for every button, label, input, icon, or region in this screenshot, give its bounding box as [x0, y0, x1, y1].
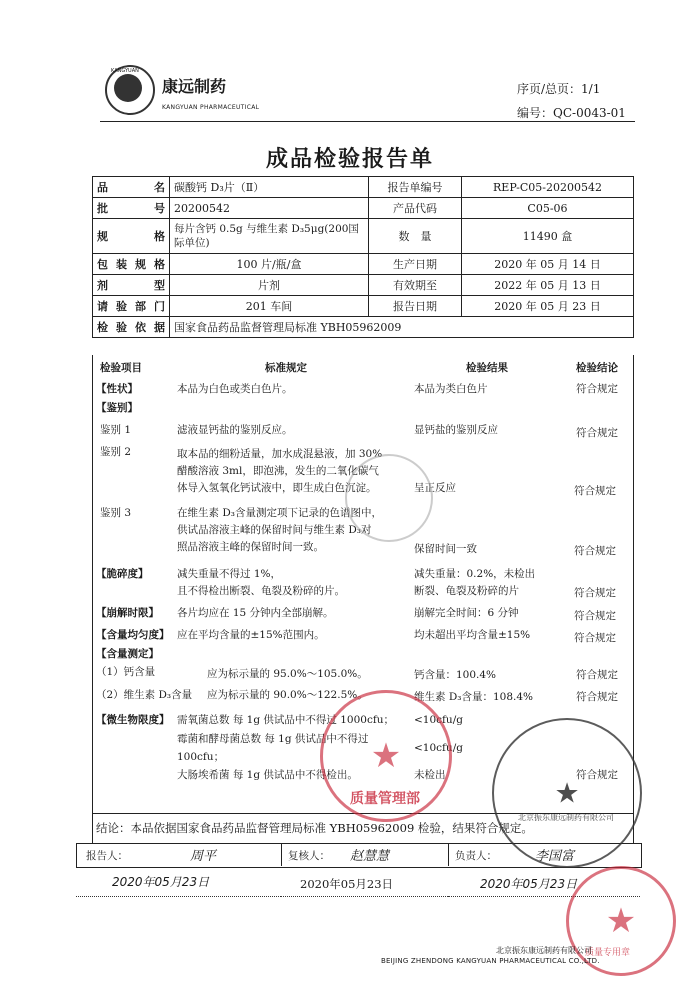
item-conclusion: 符合规定	[576, 383, 618, 395]
item-conclusion: 符合规定	[574, 587, 616, 599]
reporter-label: 报告人：	[86, 850, 128, 862]
item-standard: 体导入氢氧化钙试液中，即生成白色沉淀。	[177, 482, 377, 494]
field-label: 检验依据	[93, 317, 170, 338]
star-icon: ★	[554, 776, 580, 810]
item-standard: 滤液显钙盐的鉴别反应。	[177, 424, 293, 436]
field-label: 产品代码	[369, 198, 462, 219]
footer-company-en: BEIJING ZHENDONG KANGYUAN PHARMACEUTICAL CO.,LTD.	[381, 957, 600, 965]
item-name: 【脆碎度】	[96, 568, 149, 580]
item-conclusion: 符合规定	[576, 769, 618, 781]
company-seal-text: 北京振东康远制药有限公司	[518, 813, 614, 822]
reviewer-date: 2020年05月23日	[300, 877, 394, 891]
item-result: 保留时间一致	[414, 543, 477, 555]
item-result: 减失重量：0.2%，未检出	[414, 568, 536, 580]
company-name: 康远制药	[162, 77, 227, 96]
item-conclusion: 符合规定	[574, 632, 616, 644]
reporter-date: 2020年05月23日	[112, 875, 210, 889]
item-result: 显钙盐的鉴别反应	[414, 424, 498, 436]
item-result: 未检出	[414, 769, 446, 781]
reviewer-label: 复核人：	[288, 850, 330, 862]
field-label: 品 名	[93, 177, 170, 198]
logo-emblem-icon	[114, 74, 142, 102]
item-name: 鉴别 3	[100, 507, 132, 519]
field-label: 规 格	[93, 219, 170, 254]
info-table	[92, 176, 634, 338]
faint-stamp	[345, 454, 433, 542]
header-divider	[100, 121, 635, 122]
column-header-conclusion: 检验结论	[576, 362, 618, 374]
item-name: 【微生物限度】	[96, 714, 170, 726]
quality-seal-text: 质量专用章	[585, 948, 631, 958]
quality-stamp-text: 质量管理部	[350, 791, 420, 807]
item-standard: 100cfu；	[177, 751, 225, 763]
conclusion-text: 结论：本品依据国家食品药品监督管理局标准 YBH05962009 检验，结果符合规定。	[96, 821, 533, 835]
field-value: 201 车间	[170, 296, 369, 317]
item-result: 本品为类白色片	[414, 383, 488, 395]
item-result: 崩解完全时间：6 分钟	[414, 607, 519, 619]
item-standard: 应为标示量的 90.0%～122.5%。	[207, 689, 368, 701]
item-conclusion: 符合规定	[574, 545, 616, 557]
field-label: 报告日期	[369, 296, 462, 317]
table-row	[93, 177, 634, 198]
reviewer-signature: 赵慧慧	[350, 849, 390, 864]
table-row	[93, 219, 634, 254]
table-row	[93, 317, 634, 338]
column-header-result: 检验结果	[466, 362, 508, 374]
item-name: 鉴别 2	[100, 446, 132, 458]
company-name-en: KANGYUAN PHARMACEUTICAL	[162, 104, 260, 111]
item-name: （1）钙含量	[96, 666, 156, 678]
field-value: 国家食品药品监督管理局标准 YBH05962009	[170, 317, 634, 338]
item-conclusion: 符合规定	[576, 691, 618, 703]
table-row	[93, 275, 634, 296]
field-label: 批 号	[93, 198, 170, 219]
footer-company-cn: 北京振东康远制药有限公司	[496, 946, 592, 955]
owner-signature: 李国富	[535, 849, 575, 864]
table-row	[93, 254, 634, 275]
item-name: 【鉴别】	[96, 402, 138, 414]
field-value: REP-C05-20200542	[462, 177, 634, 198]
item-name: 鉴别 1	[100, 424, 132, 436]
page-number: 序页/总页：1/1	[517, 82, 601, 96]
field-label: 包装规格	[93, 254, 170, 275]
item-name: 【含量测定】	[96, 648, 159, 660]
logo-text: KANGYUAN	[111, 68, 139, 74]
owner-label: 负责人：	[455, 850, 497, 862]
star-icon: ★	[605, 901, 637, 941]
item-standard: 且不得检出断裂、龟裂及粉碎的片。	[177, 585, 345, 597]
item-name: 【性状】	[96, 383, 138, 395]
field-value: 100 片/瓶/盒	[170, 254, 369, 275]
field-label: 数 量	[369, 219, 462, 254]
item-conclusion: 符合规定	[576, 669, 618, 681]
item-result: <10cfu/g	[414, 714, 463, 726]
field-value: 碳酸钙 D₃片（Ⅱ）	[170, 177, 369, 198]
owner-date: 2020年05月23日	[480, 877, 578, 891]
document-number: 编号：QC-0043-01	[517, 106, 626, 120]
field-value: 2022 年 05 月 13 日	[462, 275, 634, 296]
item-standard: 照品溶液主峰的保留时间一致。	[177, 541, 324, 553]
item-standard: 应在平均含量的±15%范围内。	[177, 629, 325, 641]
field-label: 报告单编号	[369, 177, 462, 198]
field-value: 20200542	[170, 198, 369, 219]
item-name: （2）维生素 D₃含量	[96, 689, 193, 701]
field-label: 剂 型	[93, 275, 170, 296]
page-title: 成品检验报告单	[265, 147, 434, 172]
item-standard: 霉菌和酵母菌总数 每 1g 供试品中不得过	[177, 733, 369, 745]
table-row	[93, 296, 634, 317]
field-value: 11490 盒	[462, 219, 634, 254]
signature-divider	[448, 843, 449, 866]
item-standard: 取本品的细粉适量，加水成混悬液，加 30%	[177, 448, 383, 460]
reporter-signature: 周平	[190, 849, 217, 864]
field-label: 有效期至	[369, 275, 462, 296]
item-result: 钙含量：100.4%	[414, 669, 497, 681]
item-name: 【崩解时限】	[96, 607, 159, 619]
signature-divider	[281, 843, 282, 866]
column-header-standard: 标准规定	[265, 362, 307, 374]
item-result: 呈正反应	[414, 482, 456, 494]
item-standard: 各片均应在 15 分钟内全部崩解。	[177, 607, 334, 619]
field-value: 片剂	[170, 275, 369, 296]
field-value: 2020 年 05 月 23 日	[462, 296, 634, 317]
star-icon: ★	[370, 736, 402, 776]
column-header-item: 检验项目	[100, 362, 142, 374]
item-standard: 在维生素 D₃含量测定项下记录的色谱图中，	[177, 507, 382, 519]
item-standard: 需氧菌总数 每 1g 供试品中不得过 1000cfu；	[177, 714, 395, 726]
field-value: 每片含钙 0.5g 与维生素 D₃5μg(200国际单位)	[170, 219, 369, 254]
item-standard: 供试品溶液主峰的保留时间与维生素 D₃对	[177, 524, 372, 536]
item-standard: 醋酸溶液 3ml，即泡沸，发生的二氧化碳气	[177, 465, 379, 477]
item-standard: 本品为白色或类白色片。	[177, 383, 293, 395]
field-value: C05-06	[462, 198, 634, 219]
item-result: <10cfu/g	[414, 742, 463, 754]
item-name: 【含量均匀度】	[96, 629, 170, 641]
table-row	[93, 198, 634, 219]
item-standard: 大肠埃希菌 每 1g 供试品中不得检出。	[177, 769, 358, 781]
company-seal	[492, 718, 642, 868]
field-label: 请验部门	[93, 296, 170, 317]
item-result: 断裂、龟裂及粉碎的片	[414, 585, 519, 597]
field-label: 生产日期	[369, 254, 462, 275]
item-result: 维生素 D₃含量：108.4%	[414, 691, 534, 703]
item-result: 均未超出平均含量±15%	[414, 629, 531, 641]
item-standard: 减失重量不得过 1%，	[177, 568, 281, 580]
item-conclusion: 符合规定	[574, 485, 616, 497]
item-conclusion: 符合规定	[576, 427, 618, 439]
field-value: 2020 年 05 月 14 日	[462, 254, 634, 275]
item-conclusion: 符合规定	[574, 610, 616, 622]
item-standard: 应为标示量的 95.0%～105.0%。	[207, 668, 368, 680]
